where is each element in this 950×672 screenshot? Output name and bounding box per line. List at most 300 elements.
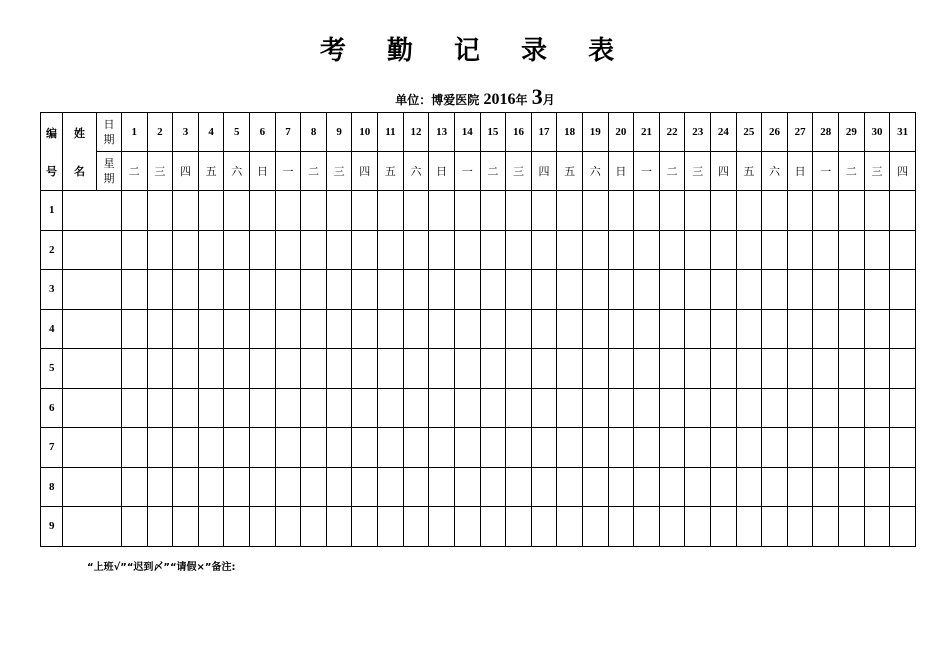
attendance-cell[interactable] bbox=[890, 309, 916, 349]
attendance-cell[interactable] bbox=[454, 428, 480, 468]
attendance-cell[interactable] bbox=[275, 270, 301, 310]
attendance-cell[interactable] bbox=[480, 270, 506, 310]
attendance-cell[interactable] bbox=[813, 428, 839, 468]
attendance-cell[interactable] bbox=[454, 191, 480, 231]
attendance-cell[interactable] bbox=[531, 467, 557, 507]
attendance-cell[interactable] bbox=[250, 428, 276, 468]
attendance-cell[interactable] bbox=[736, 191, 762, 231]
attendance-cell[interactable] bbox=[839, 507, 865, 547]
attendance-cell[interactable] bbox=[429, 191, 455, 231]
attendance-cell[interactable] bbox=[326, 507, 352, 547]
attendance-cell[interactable] bbox=[352, 191, 378, 231]
attendance-cell[interactable] bbox=[685, 388, 711, 428]
attendance-cell[interactable] bbox=[608, 230, 634, 270]
attendance-cell[interactable] bbox=[531, 507, 557, 547]
attendance-cell[interactable] bbox=[403, 507, 429, 547]
attendance-cell[interactable] bbox=[326, 349, 352, 389]
attendance-cell[interactable] bbox=[506, 388, 532, 428]
attendance-cell[interactable] bbox=[198, 270, 224, 310]
attendance-cell[interactable] bbox=[762, 467, 788, 507]
attendance-cell[interactable] bbox=[429, 309, 455, 349]
attendance-cell[interactable] bbox=[352, 349, 378, 389]
attendance-cell[interactable] bbox=[582, 467, 608, 507]
attendance-cell[interactable] bbox=[659, 191, 685, 231]
attendance-cell[interactable] bbox=[634, 428, 660, 468]
attendance-cell[interactable] bbox=[224, 467, 250, 507]
attendance-cell[interactable] bbox=[301, 191, 327, 231]
attendance-cell[interactable] bbox=[224, 270, 250, 310]
weekday-cell: 一 bbox=[275, 152, 301, 191]
attendance-cell[interactable] bbox=[864, 309, 890, 349]
attendance-cell[interactable] bbox=[122, 349, 148, 389]
attendance-cell[interactable] bbox=[147, 349, 173, 389]
attendance-cell[interactable] bbox=[659, 309, 685, 349]
attendance-cell[interactable] bbox=[787, 349, 813, 389]
attendance-cell[interactable] bbox=[787, 230, 813, 270]
attendance-cell[interactable] bbox=[250, 191, 276, 231]
attendance-cell[interactable] bbox=[403, 230, 429, 270]
attendance-cell[interactable] bbox=[762, 388, 788, 428]
day-number-cell: 29 bbox=[839, 113, 865, 152]
attendance-cell[interactable] bbox=[531, 349, 557, 389]
attendance-cell[interactable] bbox=[557, 191, 583, 231]
attendance-cell[interactable] bbox=[608, 349, 634, 389]
attendance-cell[interactable] bbox=[864, 507, 890, 547]
attendance-cell[interactable] bbox=[634, 230, 660, 270]
attendance-cell[interactable] bbox=[403, 388, 429, 428]
attendance-cell[interactable] bbox=[787, 270, 813, 310]
attendance-cell[interactable] bbox=[326, 309, 352, 349]
attendance-cell[interactable] bbox=[250, 388, 276, 428]
attendance-cell[interactable] bbox=[352, 309, 378, 349]
attendance-cell[interactable] bbox=[711, 270, 737, 310]
attendance-cell[interactable] bbox=[634, 388, 660, 428]
attendance-cell[interactable] bbox=[608, 428, 634, 468]
attendance-cell[interactable] bbox=[685, 428, 711, 468]
attendance-cell[interactable] bbox=[147, 309, 173, 349]
attendance-cell[interactable] bbox=[839, 388, 865, 428]
attendance-cell[interactable] bbox=[301, 467, 327, 507]
attendance-cell[interactable] bbox=[839, 309, 865, 349]
weekday-cell: 五 bbox=[198, 152, 224, 191]
attendance-cell[interactable] bbox=[378, 388, 404, 428]
attendance-cell[interactable] bbox=[250, 230, 276, 270]
attendance-cell[interactable] bbox=[582, 230, 608, 270]
attendance-cell[interactable] bbox=[582, 388, 608, 428]
attendance-cell[interactable] bbox=[557, 507, 583, 547]
day-number-cell: 13 bbox=[429, 113, 455, 152]
attendance-cell[interactable] bbox=[736, 309, 762, 349]
attendance-cell[interactable] bbox=[557, 428, 583, 468]
attendance-cell[interactable] bbox=[813, 507, 839, 547]
attendance-cell[interactable] bbox=[659, 270, 685, 310]
attendance-cell[interactable] bbox=[147, 270, 173, 310]
attendance-cell[interactable] bbox=[480, 349, 506, 389]
attendance-cell[interactable] bbox=[122, 428, 148, 468]
attendance-cell[interactable] bbox=[736, 428, 762, 468]
attendance-cell[interactable] bbox=[762, 428, 788, 468]
attendance-cell[interactable] bbox=[173, 349, 199, 389]
attendance-cell[interactable] bbox=[454, 309, 480, 349]
attendance-cell[interactable] bbox=[762, 230, 788, 270]
attendance-cell[interactable] bbox=[659, 428, 685, 468]
attendance-cell[interactable] bbox=[557, 309, 583, 349]
attendance-cell[interactable] bbox=[224, 507, 250, 547]
attendance-cell[interactable] bbox=[198, 428, 224, 468]
attendance-cell[interactable] bbox=[403, 270, 429, 310]
attendance-cell[interactable] bbox=[711, 349, 737, 389]
attendance-cell[interactable] bbox=[582, 507, 608, 547]
attendance-cell[interactable] bbox=[711, 191, 737, 231]
attendance-cell[interactable] bbox=[378, 270, 404, 310]
attendance-cell[interactable] bbox=[173, 309, 199, 349]
attendance-cell[interactable] bbox=[173, 507, 199, 547]
attendance-cell[interactable] bbox=[326, 191, 352, 231]
attendance-cell[interactable] bbox=[839, 428, 865, 468]
attendance-cell[interactable] bbox=[557, 349, 583, 389]
attendance-cell[interactable] bbox=[301, 428, 327, 468]
attendance-cell[interactable] bbox=[301, 507, 327, 547]
attendance-cell[interactable] bbox=[378, 428, 404, 468]
attendance-cell[interactable] bbox=[506, 507, 532, 547]
attendance-cell[interactable] bbox=[275, 428, 301, 468]
attendance-cell[interactable] bbox=[685, 270, 711, 310]
attendance-cell[interactable] bbox=[711, 428, 737, 468]
attendance-cell[interactable] bbox=[378, 349, 404, 389]
attendance-cell[interactable] bbox=[506, 428, 532, 468]
day-number-cell: 11 bbox=[378, 113, 404, 152]
attendance-cell[interactable] bbox=[429, 349, 455, 389]
attendance-cell[interactable] bbox=[224, 388, 250, 428]
attendance-cell[interactable] bbox=[711, 467, 737, 507]
attendance-cell[interactable] bbox=[378, 507, 404, 547]
attendance-cell[interactable] bbox=[531, 428, 557, 468]
attendance-cell[interactable] bbox=[506, 191, 532, 231]
attendance-cell[interactable] bbox=[275, 388, 301, 428]
attendance-cell[interactable] bbox=[403, 467, 429, 507]
attendance-cell[interactable] bbox=[198, 507, 224, 547]
attendance-cell[interactable] bbox=[198, 388, 224, 428]
attendance-cell[interactable] bbox=[326, 230, 352, 270]
attendance-cell[interactable] bbox=[173, 428, 199, 468]
attendance-cell[interactable] bbox=[403, 349, 429, 389]
attendance-cell[interactable] bbox=[454, 388, 480, 428]
attendance-cell[interactable] bbox=[480, 467, 506, 507]
attendance-cell[interactable] bbox=[634, 349, 660, 389]
attendance-cell[interactable] bbox=[685, 349, 711, 389]
attendance-cell[interactable] bbox=[224, 191, 250, 231]
attendance-cell[interactable] bbox=[659, 507, 685, 547]
attendance-cell[interactable] bbox=[711, 309, 737, 349]
attendance-cell[interactable] bbox=[557, 270, 583, 310]
attendance-cell[interactable] bbox=[736, 467, 762, 507]
attendance-cell[interactable] bbox=[173, 467, 199, 507]
attendance-cell[interactable] bbox=[762, 507, 788, 547]
attendance-cell[interactable] bbox=[531, 270, 557, 310]
attendance-cell[interactable] bbox=[275, 467, 301, 507]
attendance-cell[interactable] bbox=[250, 467, 276, 507]
attendance-cell[interactable] bbox=[506, 309, 532, 349]
attendance-cell[interactable] bbox=[864, 349, 890, 389]
attendance-cell[interactable] bbox=[685, 507, 711, 547]
attendance-cell[interactable] bbox=[275, 349, 301, 389]
attendance-cell[interactable] bbox=[531, 388, 557, 428]
attendance-cell[interactable] bbox=[147, 467, 173, 507]
attendance-cell[interactable] bbox=[634, 270, 660, 310]
attendance-cell[interactable] bbox=[531, 309, 557, 349]
attendance-cell[interactable] bbox=[736, 349, 762, 389]
attendance-cell[interactable] bbox=[506, 467, 532, 507]
attendance-cell[interactable] bbox=[634, 191, 660, 231]
attendance-cell[interactable] bbox=[608, 309, 634, 349]
attendance-cell[interactable] bbox=[378, 191, 404, 231]
attendance-cell[interactable] bbox=[813, 230, 839, 270]
attendance-cell[interactable] bbox=[787, 309, 813, 349]
weekday-cell: 六 bbox=[224, 152, 250, 191]
attendance-cell[interactable] bbox=[378, 309, 404, 349]
attendance-cell[interactable] bbox=[557, 230, 583, 270]
attendance-cell[interactable] bbox=[711, 230, 737, 270]
attendance-cell[interactable] bbox=[864, 467, 890, 507]
attendance-cell[interactable] bbox=[147, 428, 173, 468]
attendance-cell[interactable] bbox=[890, 191, 916, 231]
attendance-cell[interactable] bbox=[685, 309, 711, 349]
attendance-cell[interactable] bbox=[634, 507, 660, 547]
attendance-cell[interactable] bbox=[864, 388, 890, 428]
attendance-cell[interactable] bbox=[429, 388, 455, 428]
attendance-cell[interactable] bbox=[608, 191, 634, 231]
attendance-cell[interactable] bbox=[173, 191, 199, 231]
attendance-cell[interactable] bbox=[736, 507, 762, 547]
attendance-cell[interactable] bbox=[659, 349, 685, 389]
attendance-cell[interactable] bbox=[608, 507, 634, 547]
attendance-cell[interactable] bbox=[762, 270, 788, 310]
attendance-cell[interactable] bbox=[736, 270, 762, 310]
attendance-cell[interactable] bbox=[890, 467, 916, 507]
attendance-cell[interactable] bbox=[839, 467, 865, 507]
attendance-cell[interactable] bbox=[813, 309, 839, 349]
attendance-cell[interactable] bbox=[454, 467, 480, 507]
attendance-cell[interactable] bbox=[429, 230, 455, 270]
attendance-cell[interactable] bbox=[813, 349, 839, 389]
weekday-cell: 一 bbox=[813, 152, 839, 191]
attendance-cell[interactable] bbox=[403, 191, 429, 231]
attendance-cell[interactable] bbox=[378, 467, 404, 507]
attendance-cell[interactable] bbox=[839, 230, 865, 270]
attendance-cell[interactable] bbox=[250, 270, 276, 310]
attendance-cell[interactable] bbox=[480, 309, 506, 349]
attendance-cell[interactable] bbox=[787, 191, 813, 231]
attendance-cell[interactable] bbox=[685, 191, 711, 231]
attendance-cell[interactable] bbox=[531, 230, 557, 270]
attendance-cell[interactable] bbox=[198, 191, 224, 231]
attendance-cell[interactable] bbox=[326, 270, 352, 310]
attendance-cell[interactable] bbox=[762, 309, 788, 349]
name-cell[interactable] bbox=[63, 191, 122, 231]
attendance-cell[interactable] bbox=[685, 230, 711, 270]
attendance-cell[interactable] bbox=[890, 388, 916, 428]
attendance-cell[interactable] bbox=[506, 349, 532, 389]
attendance-cell[interactable] bbox=[608, 388, 634, 428]
attendance-cell[interactable] bbox=[736, 230, 762, 270]
attendance-cell[interactable] bbox=[480, 230, 506, 270]
attendance-cell[interactable] bbox=[813, 388, 839, 428]
attendance-cell[interactable] bbox=[506, 270, 532, 310]
attendance-cell[interactable] bbox=[403, 428, 429, 468]
name-cell[interactable] bbox=[63, 428, 122, 468]
attendance-cell[interactable] bbox=[454, 507, 480, 547]
attendance-cell[interactable] bbox=[122, 388, 148, 428]
attendance-cell[interactable] bbox=[787, 467, 813, 507]
attendance-cell[interactable] bbox=[224, 309, 250, 349]
attendance-cell[interactable] bbox=[352, 467, 378, 507]
attendance-cell[interactable] bbox=[224, 428, 250, 468]
attendance-cell[interactable] bbox=[582, 349, 608, 389]
attendance-cell[interactable] bbox=[839, 191, 865, 231]
attendance-cell[interactable] bbox=[890, 349, 916, 389]
attendance-cell[interactable] bbox=[659, 230, 685, 270]
name-cell[interactable] bbox=[63, 467, 122, 507]
attendance-cell[interactable] bbox=[864, 191, 890, 231]
attendance-cell[interactable] bbox=[762, 349, 788, 389]
attendance-cell[interactable] bbox=[890, 507, 916, 547]
attendance-cell[interactable] bbox=[839, 270, 865, 310]
attendance-cell[interactable] bbox=[531, 191, 557, 231]
attendance-cell[interactable] bbox=[582, 428, 608, 468]
attendance-cell[interactable] bbox=[147, 191, 173, 231]
weekday-cell: 日 bbox=[429, 152, 455, 191]
attendance-cell[interactable] bbox=[147, 388, 173, 428]
attendance-cell[interactable] bbox=[711, 507, 737, 547]
attendance-cell[interactable] bbox=[326, 428, 352, 468]
attendance-cell[interactable] bbox=[659, 467, 685, 507]
attendance-cell[interactable] bbox=[429, 507, 455, 547]
attendance-cell[interactable] bbox=[711, 388, 737, 428]
attendance-cell[interactable] bbox=[198, 230, 224, 270]
attendance-cell[interactable] bbox=[173, 270, 199, 310]
attendance-cell[interactable] bbox=[301, 388, 327, 428]
name-cell[interactable] bbox=[63, 349, 122, 389]
attendance-cell[interactable] bbox=[454, 349, 480, 389]
attendance-cell[interactable] bbox=[480, 507, 506, 547]
attendance-cell[interactable] bbox=[326, 467, 352, 507]
attendance-cell[interactable] bbox=[634, 467, 660, 507]
attendance-cell[interactable] bbox=[122, 270, 148, 310]
name-cell[interactable] bbox=[63, 230, 122, 270]
attendance-cell[interactable] bbox=[890, 230, 916, 270]
attendance-cell[interactable] bbox=[275, 191, 301, 231]
attendance-cell[interactable] bbox=[352, 428, 378, 468]
name-cell[interactable] bbox=[63, 270, 122, 310]
attendance-cell[interactable] bbox=[301, 309, 327, 349]
attendance-cell[interactable] bbox=[813, 270, 839, 310]
attendance-cell[interactable] bbox=[429, 270, 455, 310]
attendance-cell[interactable] bbox=[736, 388, 762, 428]
attendance-cell[interactable] bbox=[890, 270, 916, 310]
attendance-cell[interactable] bbox=[147, 507, 173, 547]
attendance-cell[interactable] bbox=[429, 428, 455, 468]
attendance-cell[interactable] bbox=[352, 507, 378, 547]
attendance-cell[interactable] bbox=[122, 230, 148, 270]
attendance-cell[interactable] bbox=[301, 230, 327, 270]
name-cell[interactable] bbox=[63, 309, 122, 349]
attendance-cell[interactable] bbox=[147, 230, 173, 270]
attendance-cell[interactable] bbox=[122, 467, 148, 507]
attendance-cell[interactable] bbox=[787, 507, 813, 547]
day-number-cell: 15 bbox=[480, 113, 506, 152]
attendance-cell[interactable] bbox=[557, 388, 583, 428]
attendance-cell[interactable] bbox=[250, 309, 276, 349]
attendance-cell[interactable] bbox=[122, 191, 148, 231]
attendance-cell[interactable] bbox=[839, 349, 865, 389]
attendance-cell[interactable] bbox=[173, 388, 199, 428]
attendance-cell[interactable] bbox=[685, 467, 711, 507]
attendance-cell[interactable] bbox=[198, 467, 224, 507]
attendance-cell[interactable] bbox=[352, 388, 378, 428]
attendance-cell[interactable] bbox=[224, 230, 250, 270]
attendance-cell[interactable] bbox=[480, 191, 506, 231]
attendance-cell[interactable] bbox=[787, 388, 813, 428]
attendance-cell[interactable] bbox=[454, 230, 480, 270]
attendance-cell[interactable] bbox=[122, 507, 148, 547]
attendance-cell[interactable] bbox=[787, 428, 813, 468]
attendance-cell[interactable] bbox=[864, 270, 890, 310]
name-cell[interactable] bbox=[63, 507, 122, 547]
attendance-cell[interactable] bbox=[608, 270, 634, 310]
attendance-cell[interactable] bbox=[326, 388, 352, 428]
attendance-cell[interactable] bbox=[608, 467, 634, 507]
attendance-cell[interactable] bbox=[634, 309, 660, 349]
attendance-cell[interactable] bbox=[480, 388, 506, 428]
attendance-cell[interactable] bbox=[480, 428, 506, 468]
attendance-cell[interactable] bbox=[250, 507, 276, 547]
attendance-cell[interactable] bbox=[582, 191, 608, 231]
name-cell[interactable] bbox=[63, 388, 122, 428]
attendance-cell[interactable] bbox=[275, 507, 301, 547]
attendance-cell[interactable] bbox=[250, 349, 276, 389]
attendance-cell[interactable] bbox=[429, 467, 455, 507]
attendance-cell[interactable] bbox=[506, 230, 532, 270]
attendance-cell[interactable] bbox=[198, 349, 224, 389]
attendance-cell[interactable] bbox=[173, 230, 199, 270]
attendance-cell[interactable] bbox=[890, 428, 916, 468]
attendance-cell[interactable] bbox=[864, 428, 890, 468]
attendance-cell[interactable] bbox=[275, 230, 301, 270]
attendance-cell[interactable] bbox=[659, 388, 685, 428]
attendance-cell[interactable] bbox=[403, 309, 429, 349]
attendance-cell[interactable] bbox=[275, 309, 301, 349]
attendance-cell[interactable] bbox=[224, 349, 250, 389]
attendance-cell[interactable] bbox=[454, 270, 480, 310]
attendance-cell[interactable] bbox=[198, 309, 224, 349]
attendance-cell[interactable] bbox=[352, 230, 378, 270]
attendance-cell[interactable] bbox=[762, 191, 788, 231]
weekday-cell: 二 bbox=[480, 152, 506, 191]
attendance-cell[interactable] bbox=[301, 349, 327, 389]
attendance-cell[interactable] bbox=[813, 191, 839, 231]
attendance-cell[interactable] bbox=[582, 309, 608, 349]
attendance-cell[interactable] bbox=[864, 230, 890, 270]
day-number-cell: 2 bbox=[147, 113, 173, 152]
weekday-cell: 三 bbox=[147, 152, 173, 191]
attendance-cell[interactable] bbox=[813, 467, 839, 507]
attendance-cell[interactable] bbox=[582, 270, 608, 310]
attendance-cell[interactable] bbox=[122, 309, 148, 349]
attendance-cell[interactable] bbox=[378, 230, 404, 270]
attendance-cell[interactable] bbox=[301, 270, 327, 310]
attendance-cell[interactable] bbox=[557, 467, 583, 507]
attendance-cell[interactable] bbox=[352, 270, 378, 310]
